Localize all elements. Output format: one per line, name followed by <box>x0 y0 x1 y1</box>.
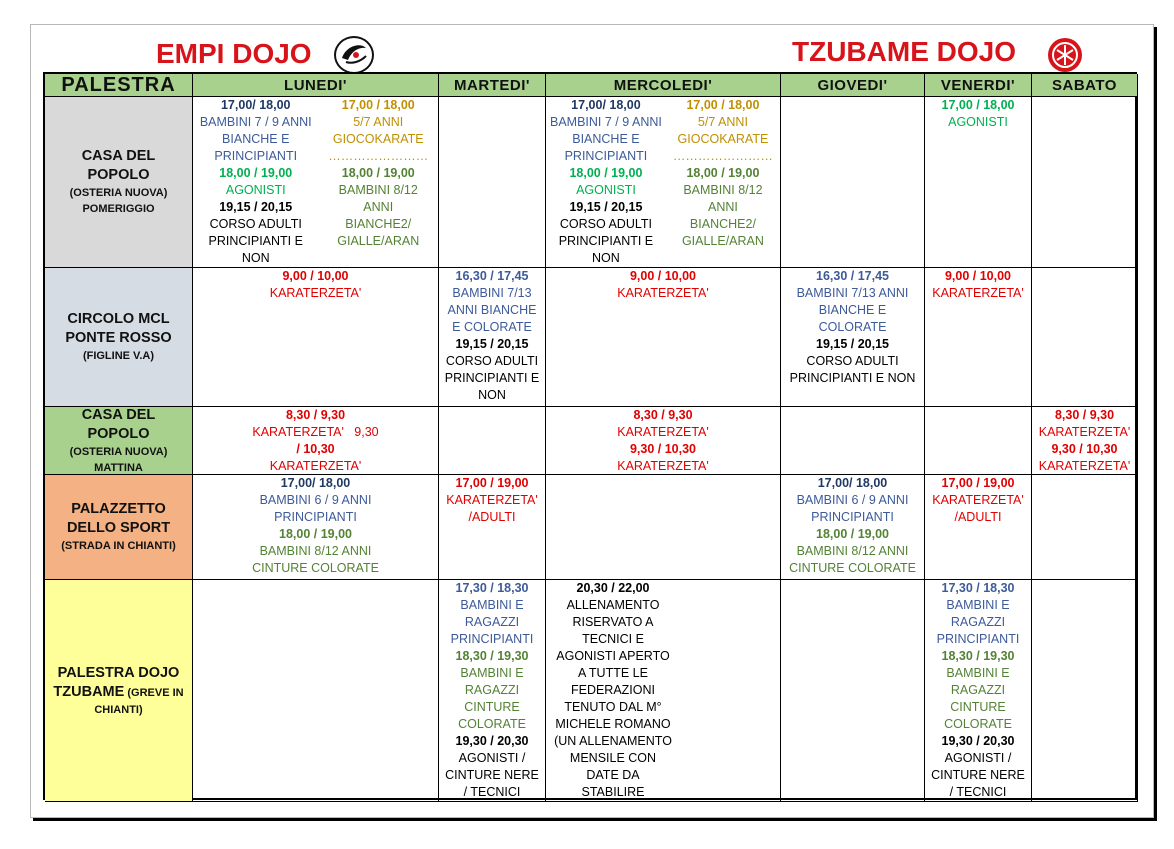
cell-r4-lunedi <box>193 475 439 580</box>
time-slot: 9,30 / 10,30 <box>1051 442 1118 456</box>
class-text: / TECNICI <box>463 785 521 799</box>
class-text: STABILIRE <box>581 785 645 799</box>
time-slot: 17,00/ 18,00 <box>280 476 351 490</box>
cell-r1-lunedi <box>193 97 439 268</box>
gym-sub: POMERIGGIO <box>82 203 155 215</box>
class-text: BAMBINI E <box>460 666 524 680</box>
gym-name: PALAZZETTO <box>71 501 166 517</box>
class-text: PRINCIPIANTI <box>564 149 648 163</box>
class-text: 5/7 ANNI <box>697 115 748 129</box>
slot-column <box>318 97 438 267</box>
class-text: PRINCIPIANTI E <box>558 234 654 248</box>
class-text: E COLORATE <box>452 320 532 334</box>
class-text: RAGAZZI <box>464 615 520 629</box>
cell-r1-martedi <box>439 97 546 268</box>
class-text: BAMBINI 8/12 <box>338 183 418 197</box>
gym-sub: (STRADA IN CHIANTI) <box>61 540 176 552</box>
header-sabato: SABATO <box>1032 74 1138 97</box>
time-slot: 17,00/ 18,00 <box>571 98 641 112</box>
time-slot: 8,30 / 9,30 <box>285 408 346 422</box>
class-text: CINTURE COLORATE <box>789 561 916 575</box>
class-text: MENSILE CON <box>569 751 657 765</box>
class-text: PRINCIPIANTI <box>274 510 357 524</box>
class-text: ALLENAMENTO <box>566 598 660 612</box>
class-text: BAMBINI E <box>946 666 1010 680</box>
cell-r5-martedi <box>439 580 546 802</box>
cell-r4-venerdi <box>925 475 1032 580</box>
class-text: TENUTO DAL M° <box>564 700 662 714</box>
cell-r2-sabato <box>1032 268 1138 407</box>
class-text: MICHELE ROMANO <box>555 717 671 731</box>
gym-sub: MATTINA <box>94 461 143 474</box>
class-text: BAMBINI 7/13 <box>452 286 532 300</box>
gym-sub: (OSTERIA NUOVA) <box>69 187 168 199</box>
time-slot: 16,30 / 17,45 <box>816 269 889 283</box>
time-slot: 17,30 / 18,30 <box>941 581 1015 595</box>
class-text: CORSO ADULTI <box>806 354 899 368</box>
class-text: BAMBINI 6 / 9 ANNI <box>796 493 909 507</box>
time-slot: 17,00 / 19,00 <box>941 476 1015 490</box>
slot-column <box>546 97 666 267</box>
class-text: FEDERAZIONI <box>570 683 656 697</box>
cell-r4-mercoledi <box>546 475 781 580</box>
cell-r2-mercoledi <box>546 268 781 407</box>
tzubame-dojo-title: TZUBAME DOJO <box>792 36 1016 67</box>
class-text: TECNICI E <box>582 632 644 646</box>
cell-r3-mercoledi <box>546 407 781 475</box>
class-text: KARATERZETA' <box>269 286 362 300</box>
class-text: BIANCHE E <box>572 132 640 146</box>
class-text: KARATERZETA' <box>446 493 538 507</box>
time-slot: 18,00 / 19,00 <box>341 166 415 180</box>
cell-r5-giovedi <box>781 580 925 802</box>
class-text: /ADULTI <box>954 510 1002 524</box>
cell-r5-sabato <box>1032 580 1138 802</box>
class-text: CINTURE COLORATE <box>252 561 379 575</box>
class-text: CINTURE <box>464 700 520 714</box>
class-text: CORSO ADULTI <box>559 217 652 231</box>
time-slot: 17,30 / 18,30 <box>455 581 529 595</box>
class-text: KARATERZETA' <box>617 459 709 473</box>
time-slot: 19,15 / 20,15 <box>219 200 293 214</box>
class-text: ANNI BIANCHE <box>447 303 537 317</box>
class-text: / TECNICI <box>949 785 1007 799</box>
class-text: BIANCHE E <box>222 132 290 146</box>
header-mercoledi: MERCOLEDI' <box>546 74 781 97</box>
time-slot: 19,15 / 20,15 <box>455 337 529 351</box>
class-text: RISERVATO A <box>572 615 654 629</box>
class-text: PRINCIPIANTI <box>214 149 298 163</box>
class-text: BAMBINI E <box>460 598 524 612</box>
cell-r1-giovedi <box>781 97 925 268</box>
time-slot: 17,00/ 18,00 <box>220 98 291 112</box>
dotted-separator: …………………… <box>328 149 429 163</box>
class-text: BAMBINI 6 / 9 ANNI <box>259 493 372 507</box>
class-text: GIOCOKARATE <box>677 132 769 146</box>
gym-name: PONTE ROSSO <box>65 330 172 346</box>
class-text: KARATERZETA' <box>269 459 362 473</box>
schedule-table <box>43 72 1137 800</box>
class-text: BAMBINI 8/12 ANNI <box>796 544 909 558</box>
empi-dojo-logo-icon <box>334 36 374 74</box>
cell-r5-venerdi <box>925 580 1032 802</box>
time-slot: 17,00 / 19,00 <box>455 476 529 490</box>
header-lunedi: LUNEDI' <box>193 74 439 97</box>
class-text: KARATERZETA' <box>932 493 1024 507</box>
time-slot: 17,00 / 18,00 <box>941 98 1015 112</box>
time-slot: 8,30 / 9,30 <box>633 408 693 422</box>
class-text: BAMBINI E <box>946 598 1010 612</box>
class-text: CINTURE NERE <box>931 768 1025 782</box>
time-slot: 17,00 / 18,00 <box>686 98 760 112</box>
class-text: GIALLE/ARAN <box>337 234 420 248</box>
cell-r2-martedi <box>439 268 546 407</box>
class-text: PRINCIPIANTI <box>450 632 534 646</box>
cell-r4-martedi <box>439 475 546 580</box>
class-text: ANNI <box>707 200 738 214</box>
class-text: PRINCIPIANTI <box>811 510 894 524</box>
class-text: BAMBINI 7 / 9 ANNI <box>199 115 312 129</box>
gym-name: CASA DEL POPOLO <box>81 407 156 442</box>
gym-name: DELLO SPORT <box>66 520 171 536</box>
gym-palazzetto-dello-sport <box>45 475 193 580</box>
header-venerdi: VENERDI' <box>925 74 1032 97</box>
class-text: BAMBINI 7 / 9 ANNI <box>550 115 662 129</box>
cell-r3-giovedi <box>781 407 925 475</box>
class-text: KARATERZETA' <box>617 425 709 439</box>
time-slot: 9,30 / 10,30 <box>629 442 697 456</box>
cell-r1-venerdi <box>925 97 1032 268</box>
class-text: KARATERZETA' <box>1038 459 1131 473</box>
gym-name: TZUBAME <box>53 683 125 700</box>
class-text: BAMBINI 7/13 ANNI <box>796 286 909 300</box>
class-text: PRINCIPIANTI <box>936 632 1020 646</box>
class-text: CINTURE <box>950 700 1006 714</box>
class-text: BAMBINI 8/12 <box>683 183 763 197</box>
cell-r5-lunedi <box>193 580 439 802</box>
class-text: A TUTTE LE <box>578 666 648 680</box>
class-text: RAGAZZI <box>464 683 520 697</box>
class-text: NON <box>592 251 620 265</box>
cell-r2-giovedi <box>781 268 925 407</box>
class-text: AGONISTI / <box>458 751 526 765</box>
class-text: CINTURE NERE <box>445 768 539 782</box>
class-text: 5/7 ANNI <box>353 115 404 129</box>
time-slot: 9,00 / 10,00 <box>282 269 349 283</box>
class-text: BIANCHE2/ <box>689 217 756 231</box>
cell-r3-sabato <box>1032 407 1138 475</box>
time-slot: 18,00 / 19,00 <box>569 166 643 180</box>
gym-name: CASA DEL POPOLO <box>81 148 156 183</box>
cell-r4-giovedi <box>781 475 925 580</box>
gym-casa-del-popolo-mattina <box>45 407 193 475</box>
class-text: KARATERZETA' <box>932 286 1024 300</box>
cell-r2-venerdi <box>925 268 1032 407</box>
time-slot: 16,30 / 17,45 <box>455 269 529 283</box>
class-text: (UN ALLENAMENTO <box>554 734 672 748</box>
cell-r2-lunedi <box>193 268 439 407</box>
time-slot: 19,30 / 20,30 <box>455 734 529 748</box>
class-text: AGONISTI <box>225 183 286 197</box>
time-slot: 9,00 / 10,00 <box>629 269 697 283</box>
class-text: PRINCIPIANTI E NON <box>208 234 303 265</box>
time-slot: 18,30 / 19,30 <box>941 649 1015 663</box>
gym-sub: (GREVE IN <box>124 686 184 699</box>
class-text: PRINCIPIANTI E <box>444 371 540 385</box>
class-text: KARATERZETA' <box>617 286 709 300</box>
time-slot: 19,30 / 20,30 <box>941 734 1015 748</box>
cell-r3-martedi <box>439 407 546 475</box>
cell-r1-sabato <box>1032 97 1138 268</box>
class-text: COLORATE <box>818 320 887 334</box>
gym-sub: CHIANTI) <box>94 703 143 716</box>
class-text: BIANCHE E <box>818 303 887 317</box>
time-slot: 17,00 / 18,00 <box>341 98 415 112</box>
gym-sub: (OSTERIA NUOVA) <box>69 445 168 458</box>
slot-column <box>193 97 318 267</box>
time-slot: 19,15 / 20,15 <box>816 337 889 351</box>
time-slot: 19,15 / 20,15 <box>569 200 643 214</box>
class-text: AGONISTI / <box>944 751 1012 765</box>
class-text: PRINCIPIANTI E NON <box>789 371 916 385</box>
header-martedi: MARTEDI' <box>439 74 546 97</box>
cell-r4-sabato <box>1032 475 1138 580</box>
gym-circolo-mcl-ponte-rosso <box>45 268 193 407</box>
cell-r3-venerdi <box>925 407 1032 475</box>
class-text: KARATERZETA' 9,30 <box>252 425 379 439</box>
class-text: AGONISTI <box>576 183 636 197</box>
class-text: GIALLE/ARAN <box>681 234 764 248</box>
cell-r5-mercoledi <box>546 580 781 802</box>
cell-r1-mercoledi <box>546 97 781 268</box>
time-slot: 18,00 / 19,00 <box>686 166 760 180</box>
class-text: COLORATE <box>458 717 526 731</box>
class-text: KARATERZETA' <box>1038 425 1131 439</box>
header-palestra: PALESTRA <box>45 74 193 97</box>
tzubame-dojo-logo-icon <box>1048 38 1082 72</box>
class-text: GIOCOKARATE <box>332 132 424 146</box>
gym-name: CIRCOLO MCL <box>67 311 170 327</box>
class-text: RAGAZZI <box>950 615 1006 629</box>
time-slot: / 10,30 <box>296 442 335 456</box>
gym-casa-del-popolo-pomeriggio <box>45 97 193 268</box>
class-text: BIANCHE2/ <box>345 217 412 231</box>
time-slot: 20,30 / 22,00 <box>576 581 650 595</box>
gym-palestra-dojo-tzubame <box>45 580 193 802</box>
note-block <box>550 580 676 801</box>
gym-name-line <box>53 683 183 702</box>
class-text: BAMBINI 8/12 ANNI <box>259 544 372 558</box>
time-slot: 18,00 / 19,00 <box>219 166 293 180</box>
gym-sub: (FIGLINE V.A) <box>82 350 155 362</box>
class-text: /ADULTI <box>468 510 516 524</box>
class-text: NON <box>478 388 506 402</box>
gym-name: PALESTRA DOJO <box>57 664 180 681</box>
time-slot: 18,00 / 19,00 <box>816 527 889 541</box>
class-text: AGONISTI APERTO <box>556 649 670 663</box>
class-text: AGONISTI <box>948 115 1008 129</box>
slot-column <box>666 97 780 267</box>
time-slot: 18,00 / 19,00 <box>279 527 352 541</box>
time-slot: 18,30 / 19,30 <box>455 649 529 663</box>
dotted-separator: …………………… <box>672 149 773 163</box>
header-giovedi: GIOVEDI' <box>781 74 925 97</box>
time-slot: 8,30 / 9,30 <box>1054 408 1115 422</box>
class-text: CORSO ADULTI <box>445 354 539 368</box>
empi-dojo-title: EMPI DOJO <box>156 38 312 69</box>
class-text: ANNI <box>363 200 394 214</box>
class-text: DATE DA <box>586 768 640 782</box>
cell-r3-lunedi <box>193 407 439 475</box>
time-slot: 17,00/ 18,00 <box>817 476 888 490</box>
class-text: COLORATE <box>944 717 1012 731</box>
class-text: RAGAZZI <box>950 683 1006 697</box>
time-slot: 9,00 / 10,00 <box>944 269 1012 283</box>
class-text: CORSO ADULTI <box>209 217 302 231</box>
